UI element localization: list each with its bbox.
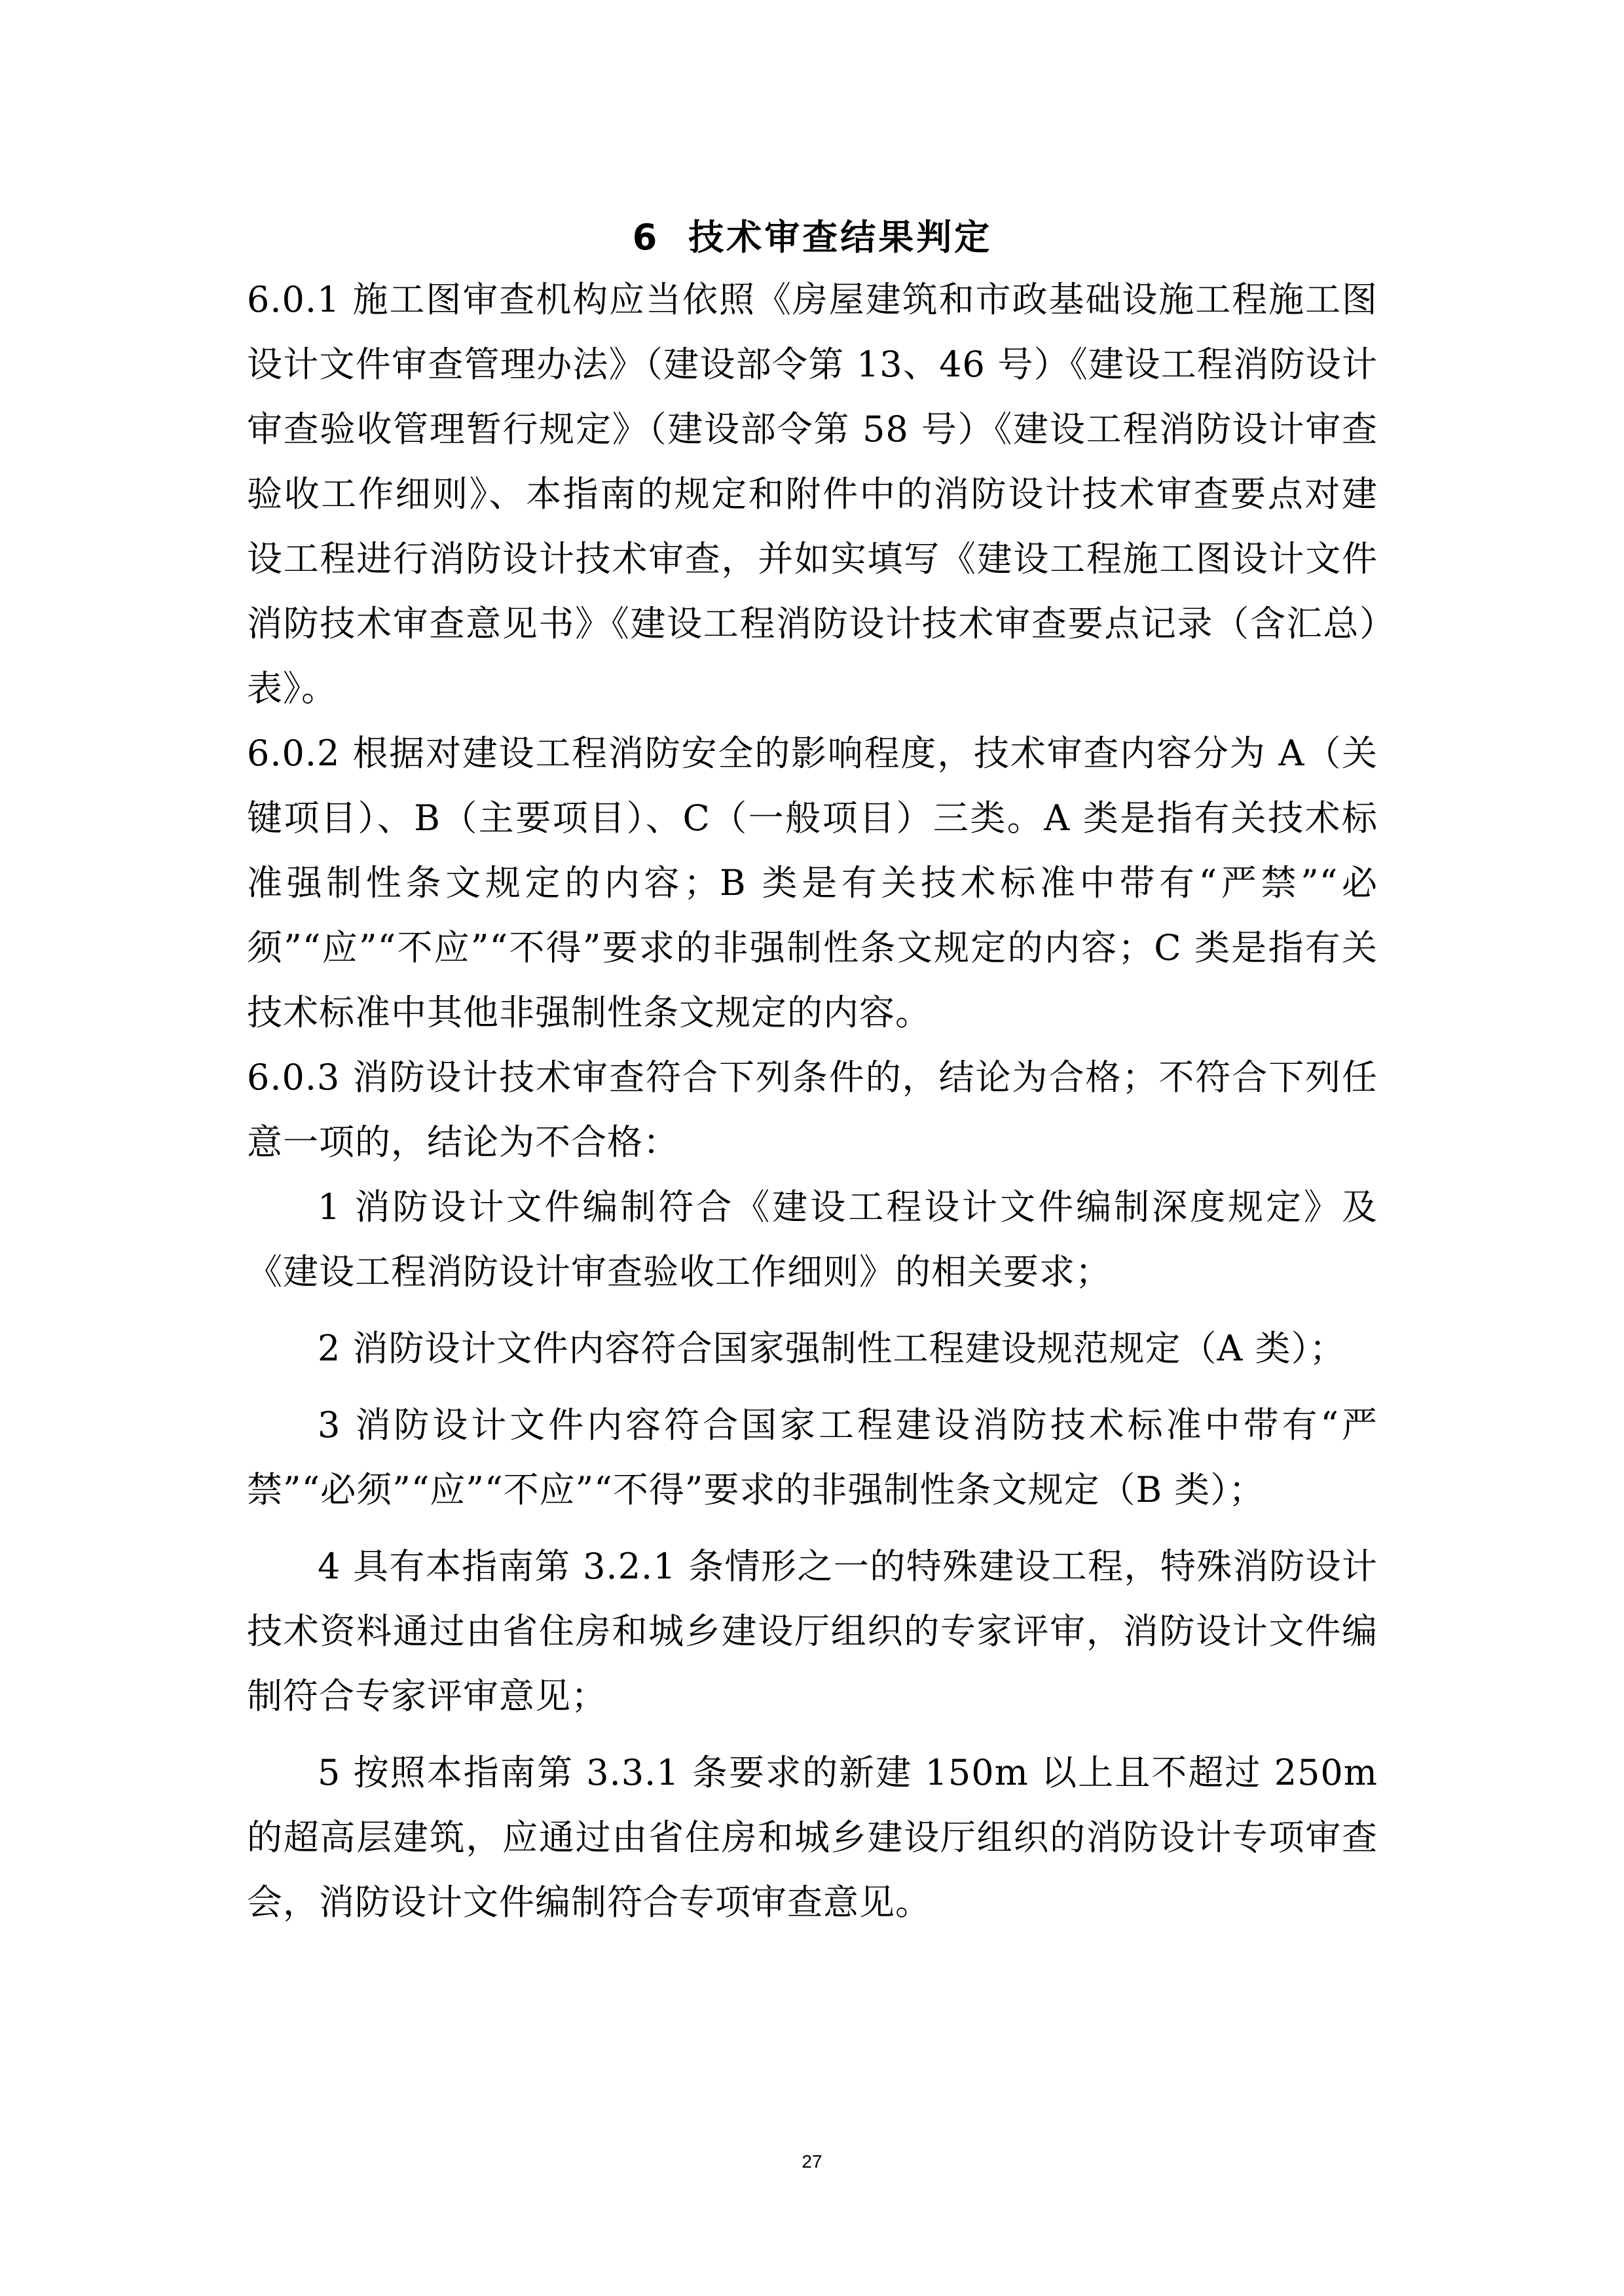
list-item-5: 5 按照本指南第 3.3.1 条要求的新建 150m 以上且不超过 250m 的超高层建筑，应通过由省住房和城乡建设厅组织的消防设计专项审查会，消防设计文件编制符合专项审查意见。: [247, 1752, 1378, 1923]
page-number: 27: [802, 2151, 822, 2172]
clause-6-0-1: 6.0.1 施工图审查机构应当依照《房屋建筑和市政基础设施工程施工图设计文件审查管理办法》（建设部令第 13、46 号）《建设工程消防设计审查验收管理暂行规定》（建设部令第 58 号）《建设工程消防设计审查验收工作细则》、本指南的规定和附件中的消防设计技术审查要点对建设工程进行消防设计技术审查，并如实填写《建设工程施工图设计文件消防技术审查意见书》《建设工程消防设计技术审查要点记录（含汇总）表》。: [247, 279, 1378, 709]
list-item-4: 4 具有本指南第 3.2.1 条情形之一的特殊建设工程，特殊消防设计技术资料通过由省住房和城乡建设厅组织的专家评审，消防设计文件编制符合专家评审意见；: [247, 1546, 1378, 1717]
clause-6-0-2: 6.0.2 根据对建设工程消防安全的影响程度，技术审查内容分为 A（关键项目）、B（主要项目）、C（一般项目）三类。A 类是指有关技术标准强制性条文规定的内容；B 类是有关技术标准中带有“严禁”“必须”“应”“不应”“不得”要求的非强制性条文规定的内容；C 类是指有关技术标准中其他非强制性条文规定的内容。: [247, 733, 1378, 1033]
chapter-number: 6: [632, 217, 660, 258]
list-item-1: 1 消防设计文件编制符合《建设工程设计文件编制深度规定》及《建设工程消防设计审查验收工作细则》的相关要求；: [247, 1186, 1378, 1292]
chapter-heading: [247, 208, 1378, 267]
chapter-title: 技术审查结果判定: [688, 217, 993, 258]
list-item-3: 3 消防设计文件内容符合国家工程建设消防技术标准中带有“严禁”“必须”“应”“不应”“不得”要求的非强制性条文规定（B 类）；: [247, 1404, 1378, 1510]
page-body: [247, 208, 1378, 1935]
list-item-2: 2 消防设计文件内容符合国家强制性工程建设规范规定（A 类）；: [318, 1328, 1346, 1369]
clause-6-0-3: 6.0.3 消防设计技术审查符合下列条件的，结论为合格；不符合下列任意一项的，结论为不合格：: [247, 1057, 1378, 1163]
